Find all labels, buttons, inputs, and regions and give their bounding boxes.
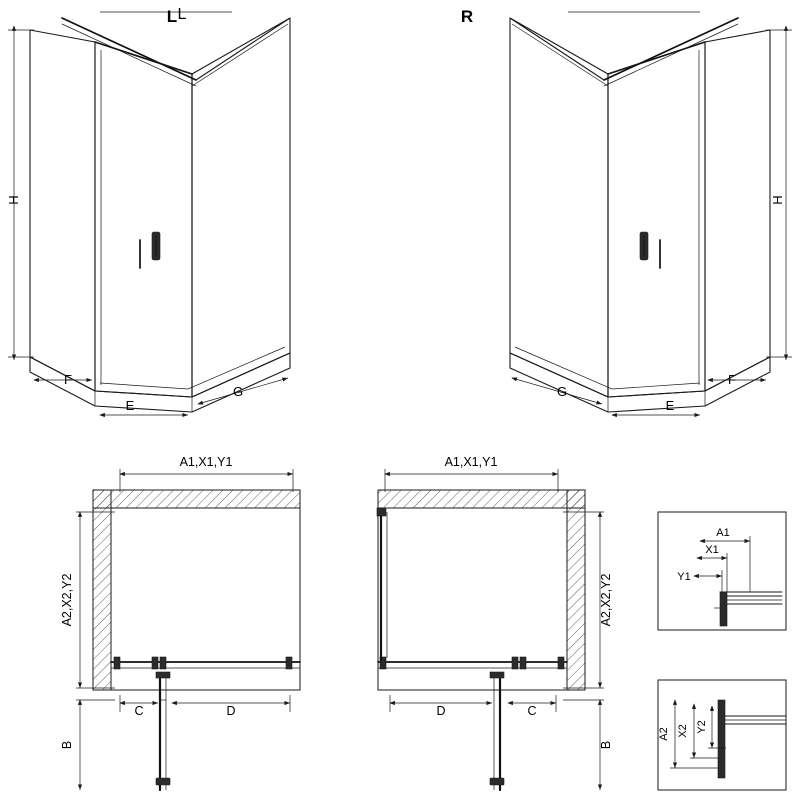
- iso-left-E-label: E: [125, 398, 135, 413]
- iso-left-title: L: [177, 6, 187, 23]
- detail-top-y1-label: Y1: [677, 571, 691, 583]
- detail-bottom-box: [658, 680, 786, 790]
- plan-left-top-dim-label: A1,X1,Y1: [179, 455, 233, 469]
- plan-left-D-label: D: [226, 704, 236, 718]
- iso-right-F-label: F: [728, 372, 736, 387]
- iso-left-F-label: F: [64, 372, 72, 387]
- detail-bottom-y2-label: Y2: [696, 720, 708, 734]
- plan-right-side-dim-label: A2,X2,Y2: [599, 573, 613, 627]
- plan-left-C-label: C: [134, 704, 144, 718]
- iso-left-height-label: H: [6, 195, 21, 205]
- plan-left-side-dim-label: A2,X2,Y2: [60, 573, 74, 627]
- iso-view-right: [510, 12, 792, 415]
- plan-left-B-label: B: [60, 740, 74, 750]
- detail-top-box: [658, 512, 786, 630]
- plan-right-D-label: D: [436, 704, 446, 718]
- iso-right-height-label: H: [770, 195, 785, 205]
- detail-top-x1-label: X1: [705, 544, 719, 556]
- plan-right-C-label: C: [527, 704, 537, 718]
- plan-right-B-label: B: [599, 740, 613, 750]
- plan-right-top-dim-label: A1,X1,Y1: [444, 455, 498, 469]
- iso-right-title-text: R: [460, 7, 474, 26]
- detail-bottom-x2-label: X2: [677, 724, 689, 738]
- detail-top-a1-label: A1: [716, 527, 730, 539]
- iso-left-G-label: G: [232, 384, 244, 399]
- iso-left-title-text: L: [166, 7, 178, 26]
- detail-bottom-a2-label: A2: [658, 727, 670, 741]
- iso-right-E-label: E: [665, 398, 675, 413]
- plan-view-right: [377, 469, 604, 790]
- iso-view-left: [8, 12, 290, 415]
- plan-view-left: [76, 469, 300, 790]
- iso-right-G-label: G: [556, 384, 568, 399]
